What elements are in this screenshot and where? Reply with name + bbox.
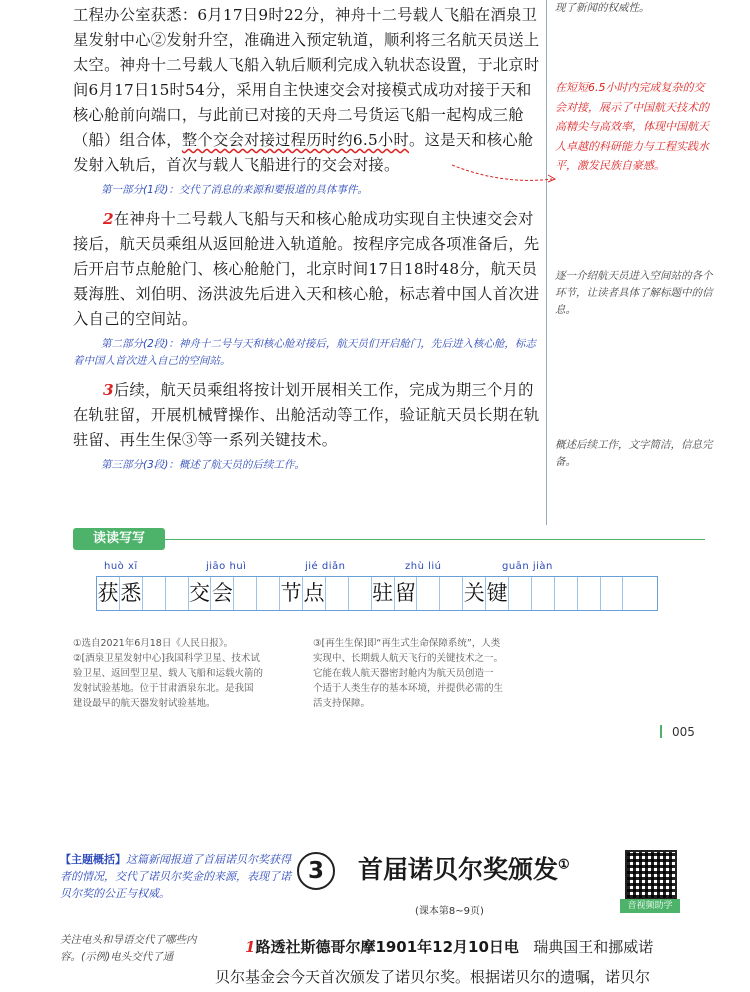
summary-tag: 【主题概括】 [60,853,126,866]
paragraph-number: 3 [103,381,114,399]
theme-summary: 【主题概括】这篇新闻报道了首届诺贝尔奖获得者的情况，交代了诺贝尔奖金的来源，表现了诺贝尔奖的公正与权威。 [60,853,291,900]
vocab-char: 关 [463,577,486,610]
section-divider [165,539,705,540]
vocab-char: 会 [211,577,234,610]
vocab-char: 点 [303,577,326,610]
paragraph-number: 2 [103,210,114,228]
vocab-char: 悉 [120,577,143,610]
textbook-reference: (课本第8~9页) [415,906,484,917]
highlight-sentence: 整个交会对接过程历时约6.5小时 [181,131,410,149]
article-2-lead: 1路透社斯德哥尔摩1901年12月10日电 瑞典国王和挪威诺 贝尔基金会今天首次颁发了诺贝尔奖。根据诺贝尔的遗嘱，诺贝尔 [215,938,654,986]
pinyin-2: jiāo huì [206,561,247,572]
side-note-3: 概述后续工作，文字简洁，信息完备。 [555,439,713,468]
vocab-char: 获 [97,577,120,610]
article-body [73,0,543,482]
vocab-char: 交 [189,577,212,610]
footnotes-right: ③[再生生保]即“再生式生命保障系统”，人类 实现中、长期载人航天飞行的关键技术之一。 它能在载人航天器密封舱内为航天员创造一 个适于人类生存的基本环境，并提供必需的生 活支持保障。 [313,638,504,709]
side-note-bottom: 关注电头和导语交代了哪些内容。(示例)电头交代了通 [60,934,197,963]
margin-divider [546,0,547,525]
vocab-char: 留 [395,577,418,610]
vocab-char: 驻 [372,577,395,610]
paragraph-1: 工程办公室获悉：6月17日9时22分，神舟十二号载人飞船在酒泉卫星发射中心②发射升空，准确进入预定轨道，顺利将三名航天员送上太空。神舟十二号载人飞船入轨后顺利完成入轨状态设置，于北京时间6月17日15时54分，采用自主快速交会对接模式成功对接于天和核心舱前向端口，与此前已对接的天舟二号货运飞船一起构成三舱（船）组合体，整个交会对接过程历时约6.5小时。这是天和核心舱发射入轨后，首次与载人飞船进行的交会对接。 [73,6,540,174]
note-part-1: 第一部分(1段)：交代了消息的来源和要报道的具体事件。 [101,184,368,196]
paragraph-2: 2在神舟十二号载人飞船与天和核心舱成功实现自主快速交会对接后，航天员乘组从返回舱进入轨道舱。按程序完成各项准备后，先后开启节点舱舱门、核心舱舱门，北京时间17日18时48分，航天员聂海胜、刘伯明、汤洪波先后进入天和核心舱，标志着中国人首次进入自己的空间站。 [73,210,540,328]
paragraph-3: 3后续，航天员乘组将按计划开展相关工作，完成为期三个月的在轨驻留，开展机械臂操作、出舱活动等工作，验证航天员长期在轨驻留、再生生保③等一系列关键技术。 [73,381,540,449]
page-number: 005 [660,725,720,739]
qr-label: 音视频助学 [620,899,680,913]
vocab-char: 键 [486,577,509,610]
vocab-char: 节 [280,577,303,610]
paragraph-number: 1 [245,938,256,956]
pinyin-1: huò xī [104,561,138,572]
pinyin-5: guān jiàn [502,561,553,572]
side-note-red: 在短短6.5小时内完成复杂的交会对接，展示了中国航天技术的高精尖与高效率，体现中国航天人卓越的科研能力与工程实践水平，激发民族自豪感。 [555,81,709,172]
pinyin-4: zhù liú [405,561,442,572]
lesson-number: 3 [297,852,335,890]
section-badge: 读读写写 [73,528,165,550]
side-note-top: 现了新闻的权威性。 [555,2,650,14]
pinyin-3: jié diǎn [305,561,346,572]
lesson-title: 首届诺贝尔奖颁发① [358,855,570,884]
footnotes-left: ①选自2021年6月18日《人民日报》。 ②[酒泉卫星发射中心]我国科学卫星、技术试 验卫星、返回型卫星、载人飞船和运载火箭的 发射试验基地。位于甘肃酒泉东北。是我国 建设最早的航天器发射试验基地。 [73,638,264,709]
annotation-connector [452,163,557,183]
note-part-2: 第二部分(2段)：神舟十二号与天和核心舱对接后，航天员们开启舱门，先后进入核心舱，标志着中国人首次进入自己的空间站。 [73,338,536,367]
qr-code-icon[interactable] [625,850,677,900]
writing-grid [96,576,658,611]
dateline: 路透社斯德哥尔摩1901年12月10日电 [255,938,519,956]
note-part-3: 第三部分(3段)：概述了航天员的后续工作。 [101,459,305,471]
side-note-2: 逐一介绍航天员进入空间站的各个环节，让读者具体了解标题中的信息。 [555,270,713,316]
